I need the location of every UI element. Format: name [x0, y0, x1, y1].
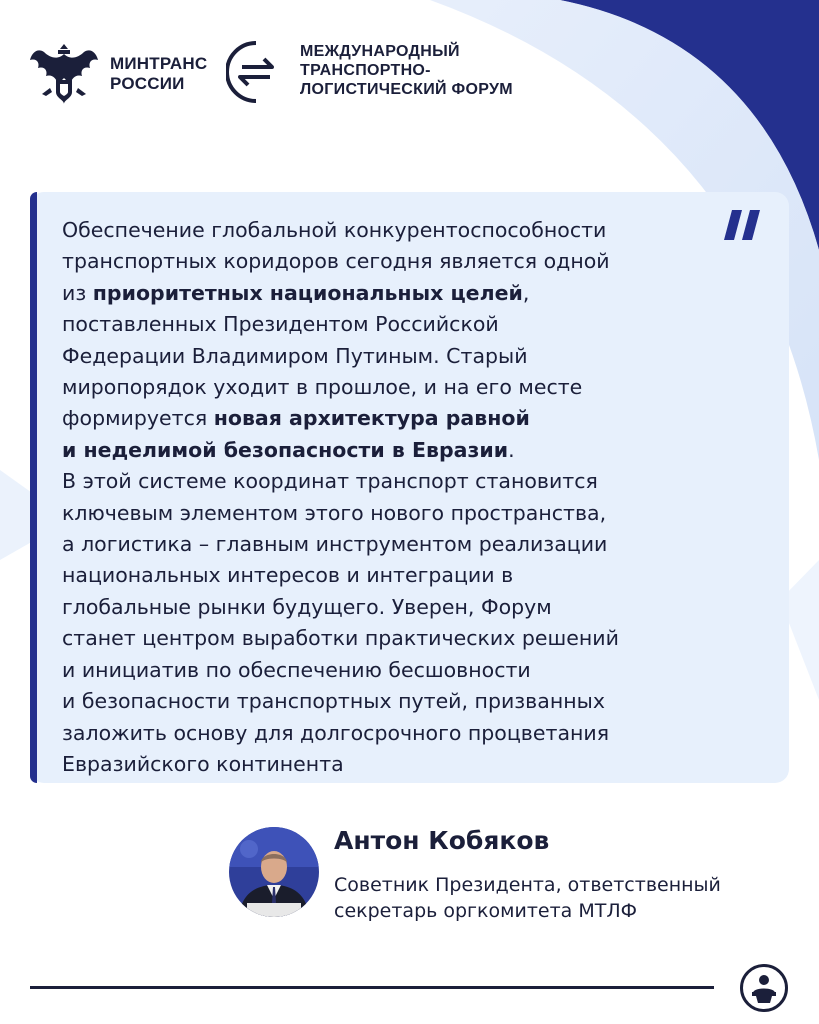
speaker-name: Антон Кобяков [334, 826, 550, 855]
speaker-role-line2: секретарь оргкомитета МТЛФ [334, 900, 637, 922]
quote-line: миропорядок уходит в прошлое, и на его месте [62, 375, 583, 400]
quote-line: поставленных Президентом Российской [62, 312, 499, 337]
double-headed-eagle-icon [28, 38, 100, 106]
speaker-role [334, 872, 721, 924]
quote-text [62, 215, 717, 780]
quote-line [62, 435, 717, 466]
quote-line: транспортных коридоров сегодня является одной [62, 249, 610, 274]
speaker-role-line1: Советник Президента, ответственный [334, 874, 721, 896]
quote-line: В этой системе координат транспорт становится [62, 469, 598, 494]
ministry-brand [110, 54, 207, 94]
quote-highlight: новая архитектура равной [213, 406, 530, 431]
forum-name-line2: ТРАНСПОРТНО- [300, 62, 431, 79]
speaker-photo [229, 827, 319, 917]
forum-name-line1: МЕЖДУНАРОДНЫЙ [300, 43, 460, 60]
quote-line: Федерации Владимиром Путиным. Старый [62, 343, 528, 368]
quote-line-text: . [508, 437, 515, 462]
quote-highlight: и неделимой безопасности в Евразии [62, 437, 509, 462]
forum-name-line3: ЛОГИСТИЧЕСКИЙ ФОРУМ [300, 81, 513, 98]
quote-line: Обеспечение глобальной конкурентоспособности [62, 218, 607, 242]
footer-divider [30, 986, 714, 989]
quote-line-text: из [62, 280, 93, 305]
ministry-line1: МИНТРАНС [110, 54, 208, 73]
forum-name [300, 42, 513, 99]
speaker-podium-icon [739, 963, 789, 1013]
quote-line: и инициатив по обеспечению бесшовности [62, 657, 531, 682]
quote-line: заложить основу для долгосрочного процветания [62, 720, 610, 745]
header [0, 0, 819, 150]
speaker-avatar [229, 827, 319, 917]
quote-line: национальных интересов и интеграции в [62, 563, 514, 588]
quote-line: глобальные рынки будущего. Уверен, Форум [62, 594, 552, 619]
quote-line: ключевым элементом этого нового пространства, [62, 500, 607, 525]
ministry-line2: РОССИИ [110, 74, 185, 93]
transport-arrows-logo-icon [226, 39, 284, 105]
quote-line: станет центром выработки практических решений [62, 626, 619, 651]
quote-line [62, 278, 717, 309]
quote-line-text: , [522, 280, 530, 305]
quote-line: и безопасности транспортных путей, призванных [62, 689, 605, 714]
quote-line: Евразийского континента [62, 751, 344, 776]
quote-line: а логистика – главным инструментом реализации [62, 532, 608, 557]
quote-line-text: формируется [62, 406, 214, 431]
quote-accent-bar [30, 192, 37, 783]
closing-quote-icon [724, 208, 762, 242]
quote-highlight: приоритетных национальных целей [92, 280, 523, 305]
quote-line [62, 403, 717, 434]
